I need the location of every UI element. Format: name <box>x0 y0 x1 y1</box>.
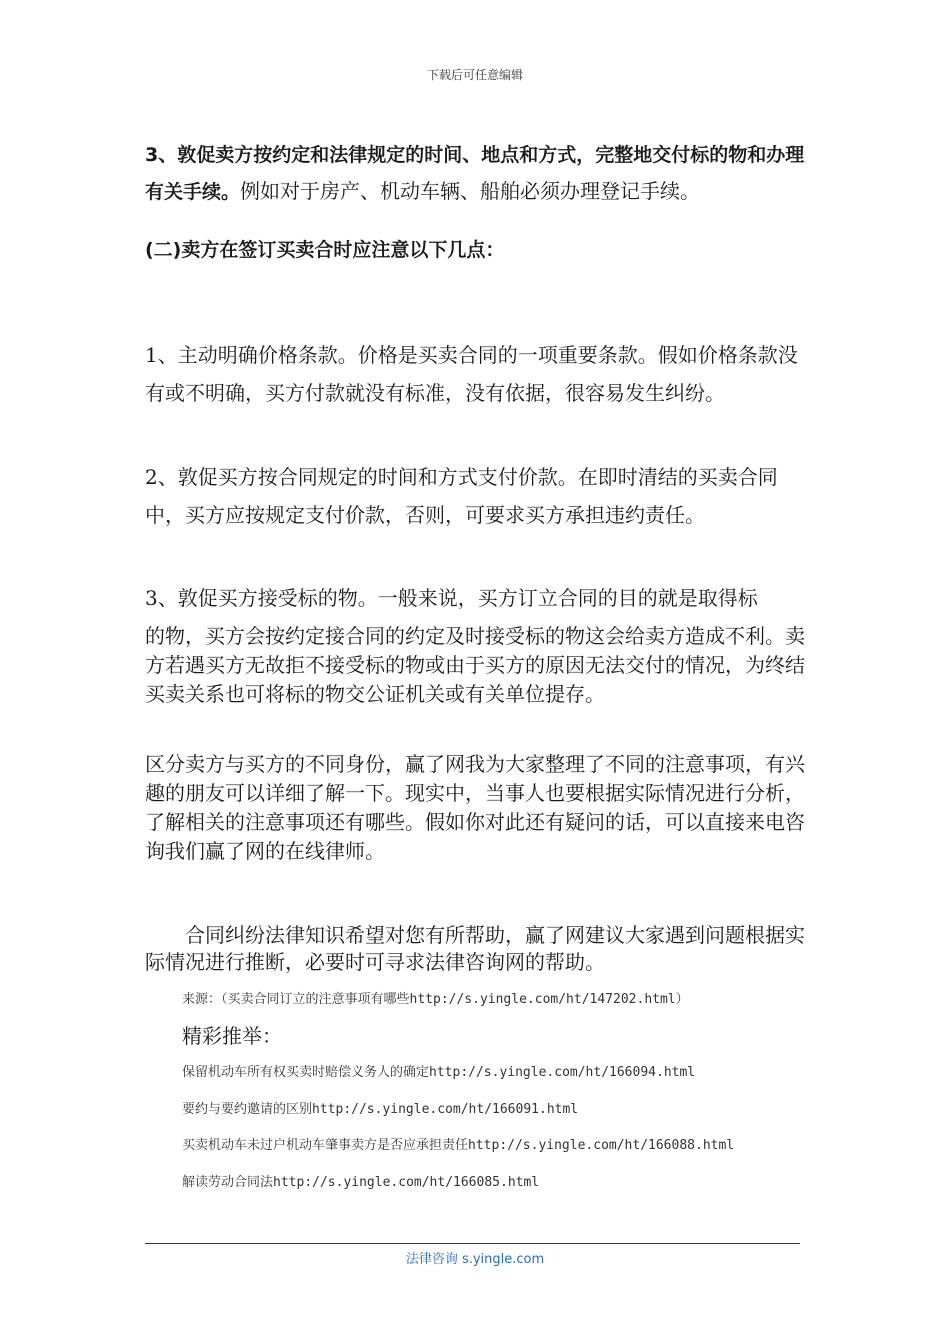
recommend-item-link[interactable]: http://s.yingle.com/ht/166094.html <box>429 1065 696 1080</box>
item-3-rest-text: 例如对于房产、机动车辆、船舶必须办理登记手续。 <box>240 179 701 203</box>
paragraph-2: 2、敦促买方按合同规定的时间和方式支付价款。在即时清结的买卖合同中，买方应按规定支付价款，否则，可要求买方承担违约责任。 <box>145 465 778 527</box>
item-3-paragraph <box>145 136 805 210</box>
source-prefix: 来源：（买卖合同订立的注意事项有哪些 <box>182 992 410 1007</box>
footer-link[interactable]: 法律咨询 s.yingle.com <box>405 1252 545 1267</box>
recommend-item-text: 解读劳动合同法 <box>182 1175 274 1190</box>
recommend-title: 精彩推举： <box>182 1024 282 1048</box>
paragraph-3-rest: 的物，买方会按约定接合同的约定及时接受标的物这会给卖方造成不利。卖方若遇买方无故拒不接受标的物或由于买方的原因无法交付的情况，为终结买卖关系也可将标的物交公证机关或有关单位提存。 <box>145 624 805 706</box>
recommend-item-text: 买卖机动车未过户机动车肇事卖方是否应承担责任 <box>182 1138 469 1153</box>
recommend-item[interactable] <box>182 1061 802 1080</box>
section-heading: (二)卖方在签订买卖合时应注意以下几点： <box>145 239 505 261</box>
recommend-item-text: 要约与要约邀请的区别 <box>182 1102 313 1117</box>
recommend-item-text: 保留机动车所有权买卖时赔偿义务人的确定 <box>182 1065 430 1080</box>
recommend-item[interactable] <box>182 1171 802 1190</box>
paragraph-3-line1: 3、敦促买方接受标的物。一般来说，买方订立合同的目的就是取得标 <box>145 586 758 610</box>
source-suffix: ） <box>675 992 689 1007</box>
source-line <box>182 988 802 1007</box>
closing-paragraph: 合同纠纷法律知识希望对您有所帮助，赢了网建议大家遇到问题根据实际情况进行推断，必要时可寻求法律咨询网的帮助。 <box>145 923 805 974</box>
source-link[interactable]: http://s.yingle.com/ht/147202.html <box>409 992 676 1007</box>
recommend-item-link[interactable]: http://s.yingle.com/ht/166085.html <box>273 1175 540 1190</box>
footer-divider <box>145 1243 800 1244</box>
recommend-item-link[interactable]: http://s.yingle.com/ht/166088.html <box>468 1138 735 1153</box>
recommend-item[interactable] <box>182 1134 802 1153</box>
paragraph-1: 1、主动明确价格条款。价格是买卖合同的一项重要条款。假如价格条款没有或不明确，买方付款就没有标准，没有依据，很容易发生纠纷。 <box>145 343 798 405</box>
summary-paragraph: 区分卖方与买方的不同身份，赢了网我为大家整理了不同的注意事项，有兴趣的朋友可以详细了解一下。现实中，当事人也要根据实际情况进行分析，了解相关的注意事项还有哪些。假如你对此还有疑问的话，可以直接来电咨询我们赢了网的在线律师。 <box>145 752 805 863</box>
page-header: 下载后可任意编辑 <box>426 68 523 82</box>
recommend-item[interactable] <box>182 1098 802 1117</box>
recommend-item-link[interactable]: http://s.yingle.com/ht/166091.html <box>312 1102 579 1117</box>
item-3-bold-text: 3、敦促卖方按约定和法律规定的时间、地点和方式，完整地交付标的物和办理有关手续。 <box>145 144 805 203</box>
